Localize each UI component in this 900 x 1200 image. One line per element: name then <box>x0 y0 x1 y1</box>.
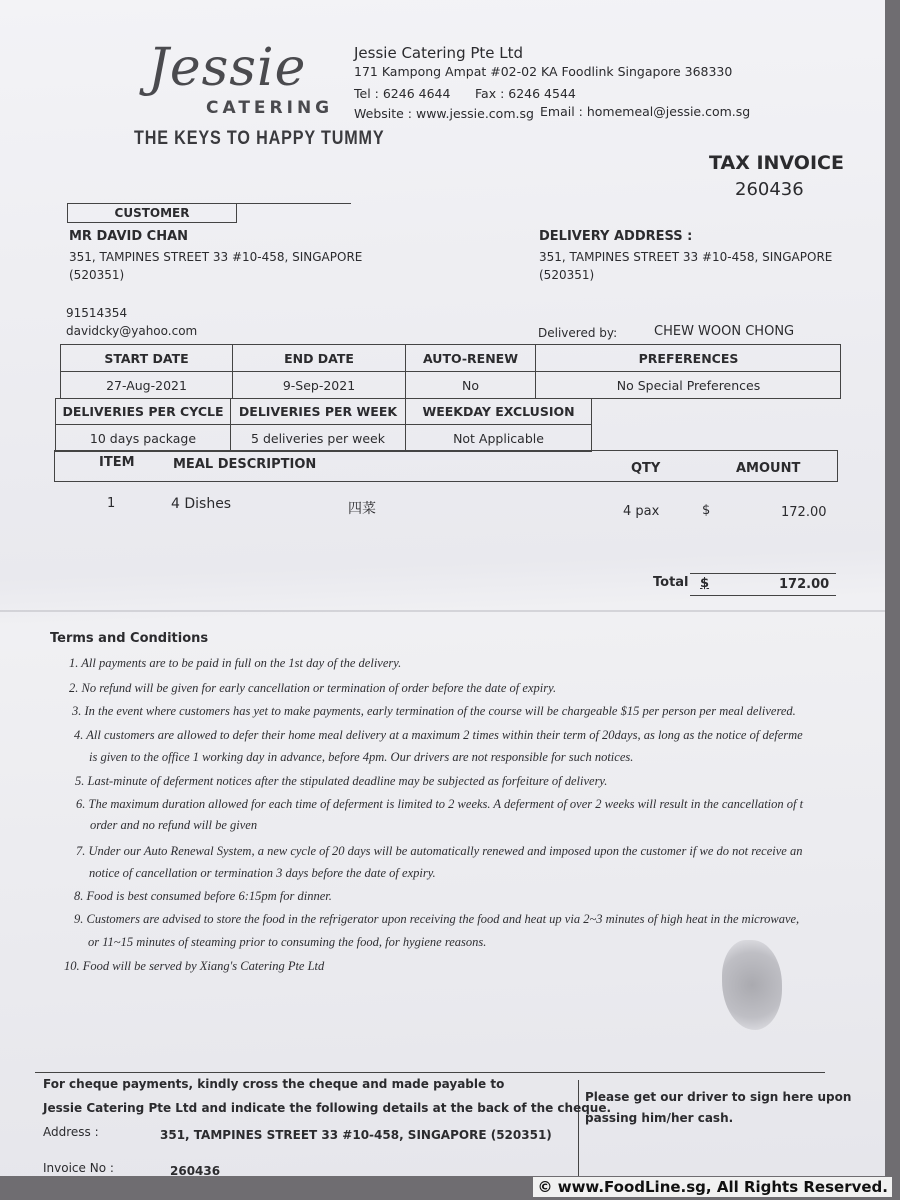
company-email: Email : homemeal@jessie.com.sg <box>540 104 751 119</box>
delivered-by-name: CHEW WOON CHONG <box>654 324 795 339</box>
term-line: order and no refund will be given <box>90 818 258 832</box>
total-currency: $ <box>700 576 710 591</box>
item-number: 1 <box>107 496 116 511</box>
invoice-title: TAX INVOICE <box>709 152 844 174</box>
payment-line-2: Jessie Catering Pte Ltd and indicate the following details at the back of the cheque. <box>43 1101 612 1115</box>
header-deliveries-per-week: DELIVERIES PER WEEK <box>231 399 406 425</box>
customer-phone: 91514354 <box>66 306 128 320</box>
customer-label: CUSTOMER <box>67 203 237 223</box>
paper-crease <box>0 610 885 612</box>
payment-address-value: 351, TAMPINES STREET 33 #10-458, SINGAPORE (520351) <box>160 1128 552 1142</box>
delivery-table <box>55 398 592 452</box>
header-auto-renew: AUTO-RENEW <box>406 345 536 372</box>
payment-invoice-value: 260436 <box>170 1164 221 1176</box>
customer-address-2: (520351) <box>69 268 125 282</box>
driver-line-2: passing him/her cash. <box>585 1111 734 1125</box>
driver-line-1: Please get our driver to sign here upon <box>585 1090 852 1104</box>
term-line: 3. In the event where customers has yet to make payments, early termination of the course will be chargeable $15 per person per meal delivered. <box>72 704 796 718</box>
value-deliveries-per-week: 5 deliveries per week <box>231 425 406 451</box>
header-end-date: END DATE <box>233 345 406 372</box>
item-description-chinese: 四菜 <box>348 501 376 517</box>
header-preferences: PREFERENCES <box>536 345 841 372</box>
delivery-label: DELIVERY ADDRESS : <box>539 229 693 244</box>
term-line: 6. The maximum duration allowed for each time of deferment is limited to 2 weeks. A deferment of over 2 weeks will result in the cancellation of t <box>76 797 804 811</box>
term-line: 4. All customers are allowed to defer their home meal delivery at a maximum 2 times within their term of 20days, as long as the notice of deferme <box>74 728 803 742</box>
total-rule-bottom <box>690 595 836 596</box>
term-line: 2. No refund will be given for early cancellation or termination of order before the date of expiry. <box>69 681 557 695</box>
payment-address-label: Address : <box>43 1125 99 1139</box>
delivered-by-label: Delivered by: <box>538 326 618 340</box>
value-auto-renew: No <box>406 372 536 398</box>
term-line: 5. Last-minute of deferment notices after the stipulated deadline may be subjected as forfeiture of delivery. <box>75 774 608 788</box>
total-rule-top <box>690 573 836 574</box>
term-line: 8. Food is best consumed before 6:15pm for dinner. <box>74 889 332 903</box>
total-label: Total <box>653 575 689 590</box>
paper-stain <box>722 940 782 1030</box>
header-item: ITEM <box>99 455 135 470</box>
delivery-address-1: 351, TAMPINES STREET 33 #10-458, SINGAPORE <box>539 250 833 264</box>
company-tel: Tel : 6246 4644 <box>354 86 451 101</box>
company-address: 171 Kampong Ampat #02-02 KA Foodlink Singapore 368330 <box>354 64 733 79</box>
term-line: 1. All payments are to be paid in full on the 1st day of the delivery. <box>69 656 402 670</box>
copyright-footer: © www.FoodLine.sg, All Rights Reserved. <box>533 1177 892 1197</box>
items-header-bar <box>54 450 838 482</box>
header-start-date: START DATE <box>61 345 233 372</box>
value-end-date: 9-Sep-2021 <box>233 372 406 398</box>
customer-address-1: 351, TAMPINES STREET 33 #10-458, SINGAPORE <box>69 250 363 264</box>
header-amount: AMOUNT <box>736 461 801 476</box>
company-name: Jessie Catering Pte Ltd <box>354 44 524 62</box>
customer-email: davidcky@yahoo.com <box>66 324 198 338</box>
logo-tagline: THE KEYS TO HAPPY TUMMY <box>134 128 385 149</box>
value-start-date: 27-Aug-2021 <box>61 372 233 398</box>
item-amount: 172.00 <box>781 505 827 520</box>
header-meal-description: MEAL DESCRIPTION <box>173 457 317 472</box>
total-amount: 172.00 <box>779 577 830 592</box>
customer-rule <box>236 203 351 204</box>
header-qty: QTY <box>631 461 661 476</box>
term-line: is given to the office 1 working day in advance, before 4pm. Our drivers are not responsible for such notices. <box>89 750 634 764</box>
company-fax: Fax : 6246 4544 <box>475 86 576 101</box>
invoice-number: 260436 <box>735 179 804 200</box>
terms-title: Terms and Conditions <box>50 631 209 646</box>
value-weekday-exclusion: Not Applicable <box>453 430 544 446</box>
term-line: 10. Food will be served by Xiang's Catering Pte Ltd <box>64 959 325 973</box>
payment-invoice-label: Invoice No : <box>43 1161 114 1175</box>
item-currency: $ <box>702 503 711 518</box>
term-line: 9. Customers are advised to store the food in the refrigerator upon receiving the food and heat up via 2~3 minutes of high heat in the microwave, <box>74 912 800 926</box>
value-preferences: No Special Preferences <box>616 377 761 393</box>
logo-wordmark: Jessie <box>148 38 307 98</box>
item-description: 4 Dishes <box>171 496 232 512</box>
payment-line-1: For cheque payments, kindly cross the cheque and made payable to <box>43 1077 505 1091</box>
delivery-address-2: (520351) <box>539 268 595 282</box>
item-qty: 4 pax <box>623 504 660 519</box>
value-deliveries-per-cycle: 10 days package <box>56 425 231 451</box>
customer-name: MR DAVID CHAN <box>69 229 189 244</box>
table-row <box>0 494 885 524</box>
schedule-table <box>60 344 841 399</box>
logo-subtitle: CATERING <box>206 98 334 118</box>
header-deliveries-per-cycle: DELIVERIES PER CYCLE <box>56 399 231 425</box>
term-line: or 11~15 minutes of steaming prior to consuming the food, for hygiene reasons. <box>88 935 487 949</box>
header-weekday-exclusion: WEEKDAY EXCLUSION <box>406 399 591 425</box>
payment-box-divider <box>578 1080 579 1176</box>
term-line: notice of cancellation or termination 3 days before the date of expiry. <box>89 866 436 880</box>
company-website: Website : www.jessie.com.sg <box>354 106 534 121</box>
term-line: 7. Under our Auto Renewal System, a new cycle of 20 days will be automatically renewed and imposed upon the customer if we do not receive an <box>76 844 803 858</box>
